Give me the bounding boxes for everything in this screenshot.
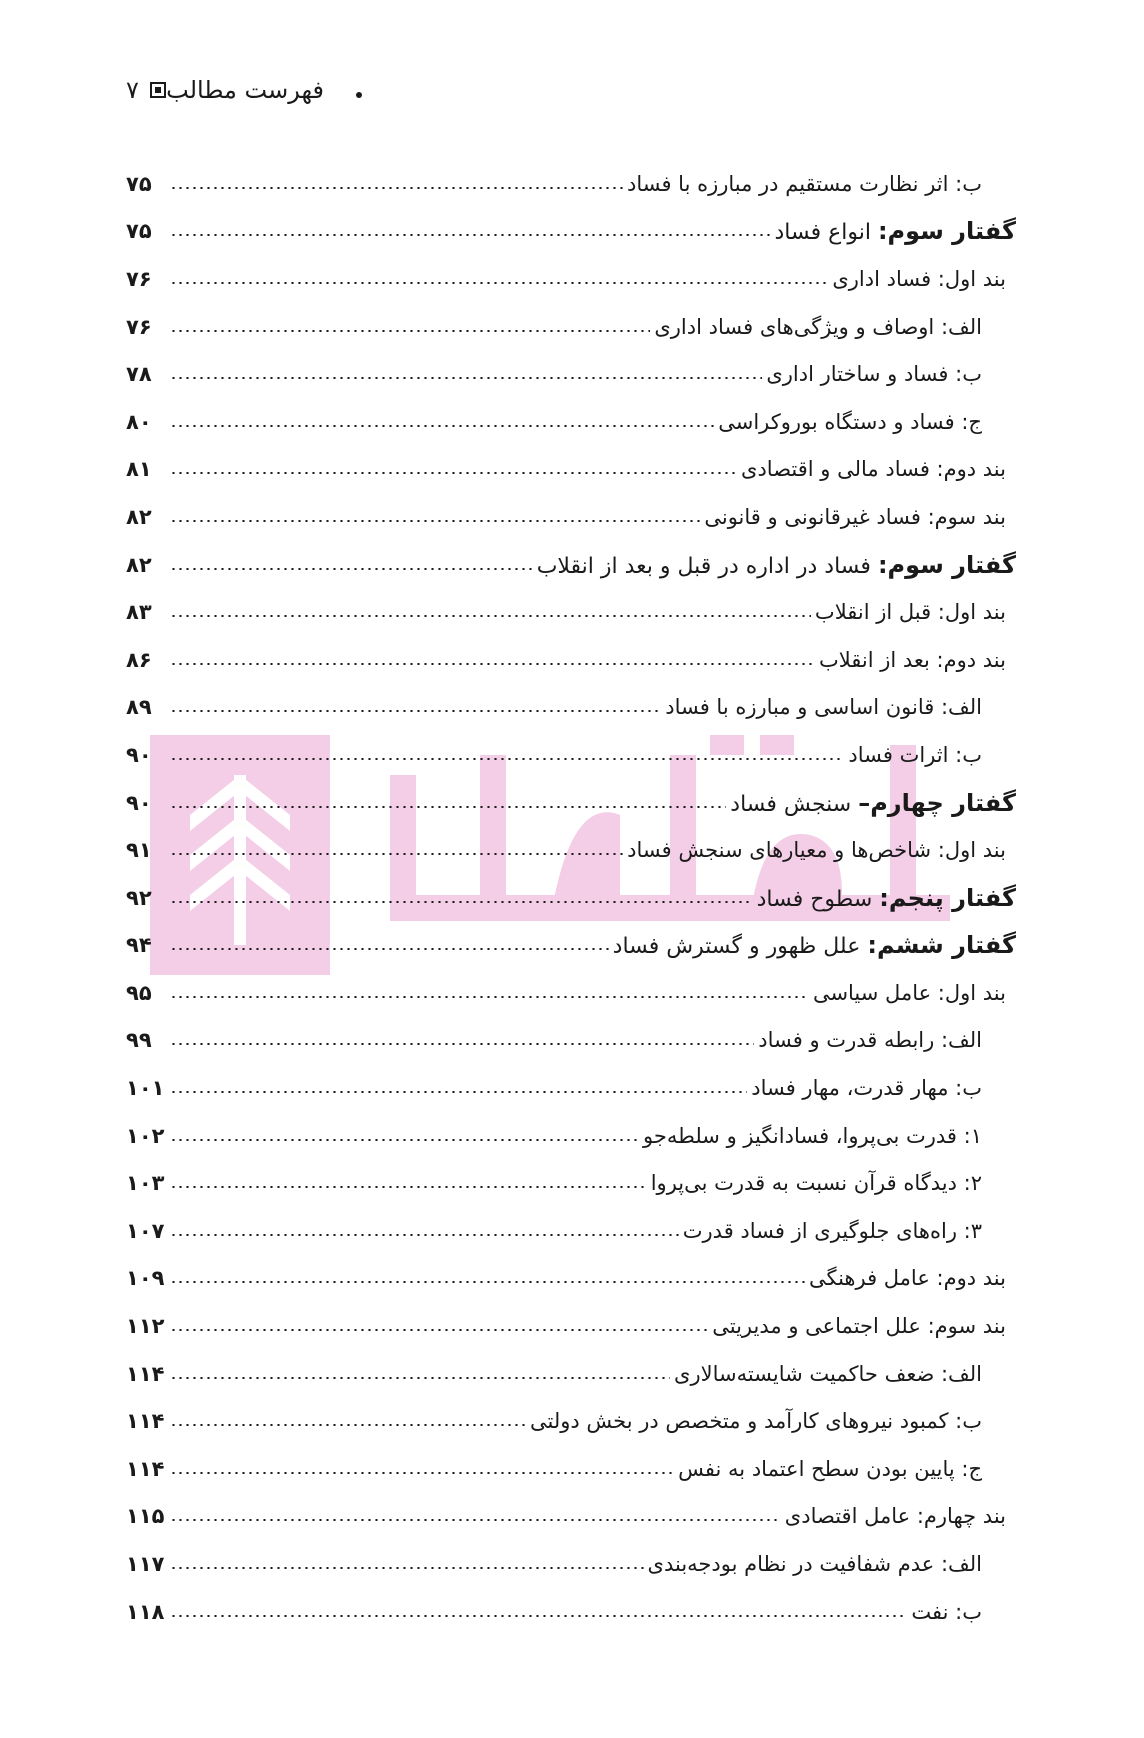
toc-title-text: ب: مهار قدرت، مهار فساد [751, 1076, 982, 1101]
toc-page-number: ۹۱ [126, 838, 152, 863]
dot-leader [170, 425, 714, 427]
toc-title-text: ۳: راه‌های جلوگیری از فساد قدرت [682, 1218, 982, 1243]
toc-title [774, 217, 1016, 245]
dot-leader [170, 758, 844, 760]
toc-title-text: الف: اوصاف و ویژگی‌های فساد اداری [654, 314, 982, 339]
dot-leader [170, 187, 623, 189]
toc-title [704, 505, 1006, 529]
header-title: فهرست مطالب [166, 76, 324, 104]
toc-title [751, 1076, 982, 1100]
toc-entry [126, 779, 1016, 827]
toc-title-text: ج: پایین بودن سطح اعتماد به نفس [678, 1456, 982, 1481]
ink-dot [356, 92, 362, 98]
toc-entry [126, 1350, 1016, 1398]
toc-page-number: ۱۰۲ [126, 1123, 165, 1148]
toc-entry [126, 922, 1016, 970]
toc-page-number: ۷۵ [126, 171, 152, 196]
dot-leader [170, 901, 753, 903]
dot-leader [170, 1234, 679, 1236]
dot-leader [170, 996, 809, 998]
toc-page-number: ۱۱۴ [126, 1456, 165, 1481]
chapter-label: گفتار ششم: [867, 931, 1016, 960]
toc-title [648, 1552, 982, 1576]
toc-title-text: انواع فساد [774, 220, 878, 246]
toc-page-number: ۹۲ [126, 885, 152, 910]
toc-title-text: الف: قانون اساسی و مبارزه با فساد [665, 695, 982, 720]
toc-page-number: ۸۲ [126, 552, 152, 577]
toc-title [911, 1600, 982, 1624]
toc-title [819, 648, 1006, 672]
dot-leader [170, 663, 815, 665]
toc-page-number: ۱۱۴ [126, 1409, 165, 1434]
toc-entry [126, 541, 1016, 589]
header-page-number: ۷ [126, 76, 139, 104]
toc-page-number: ۸۲ [126, 504, 152, 529]
toc-title-text: ب: اثرات فساد [848, 742, 982, 767]
toc-entry [126, 636, 1016, 684]
toc-page-number: ۱۰۱ [126, 1076, 165, 1101]
toc-page-number: ۸۹ [126, 695, 152, 720]
toc-page-number: ۱۱۸ [126, 1599, 165, 1624]
dot-leader [170, 806, 726, 808]
toc-title-text: بند دوم: عامل فرهنگی [808, 1266, 1006, 1291]
dot-leader [170, 1043, 754, 1045]
toc-title [537, 551, 1016, 579]
page-header [0, 72, 1144, 112]
toc-title-text: بند اول: فساد اداری [832, 266, 1006, 291]
toc-entry [126, 160, 1016, 208]
toc-page-number: ۹۰ [126, 742, 152, 767]
dot-leader [170, 472, 737, 474]
toc-entry [126, 398, 1016, 446]
dot-leader [170, 615, 811, 617]
toc-title-text: الف: ضعف حاکمیت شایسته‌سالاری [674, 1361, 982, 1386]
toc-title [815, 600, 1006, 624]
toc-entry [126, 1588, 1016, 1636]
toc-title [654, 315, 982, 339]
toc-title-text: بند سوم: فساد غیرقانونی و قانونی [704, 504, 1006, 529]
toc-title-text: بند اول: عامل سیاسی [812, 980, 1006, 1005]
toc-title-text: ب: کمبود نیروهای کارآمد و متخصص در بخش دولتی [529, 1409, 982, 1434]
toc-title-text: ب: فساد و ساختار اداری [766, 362, 982, 387]
toc-title-text: سنجش فساد [730, 791, 859, 817]
toc-entry [126, 1112, 1016, 1160]
toc-title-text: ۱: قدرت بی‌پروا، فسادانگیز و سلطه‌جو [643, 1123, 982, 1148]
toc-entry [126, 446, 1016, 494]
toc-page-number: ۸۶ [126, 647, 152, 672]
toc-title-text: بند اول: قبل از انقلاب [814, 600, 1006, 625]
toc-page-number: ۱۱۵ [126, 1504, 165, 1529]
toc-entry [126, 731, 1016, 779]
toc-page-number: ۱۱۴ [126, 1361, 165, 1386]
toc-title [848, 743, 982, 767]
toc-page-number: ۱۰۷ [126, 1218, 165, 1243]
toc-entry [126, 826, 1016, 874]
toc-entry [126, 684, 1016, 732]
toc-title-text: علل ظهور و گسترش فساد [612, 934, 868, 960]
toc-page-number: ۹۵ [126, 980, 152, 1005]
dot-leader [170, 710, 661, 712]
toc-title [627, 838, 1006, 862]
dot-leader [170, 1139, 639, 1141]
toc-entry [126, 1397, 1016, 1445]
toc-page-number: ۹۴ [126, 933, 152, 958]
toc-title-text: ب: اثر نظارت مستقیم در مبارزه با فساد [626, 171, 982, 196]
toc-title [766, 362, 982, 386]
toc-page-number: ۱۰۹ [126, 1266, 165, 1291]
toc-page-number: ۱۱۲ [126, 1314, 165, 1339]
toc-title-text: بند سوم: علل اجتماعی و مدیریتی [712, 1314, 1006, 1339]
toc-page-number: ۹۹ [126, 1028, 152, 1053]
chapter-label: گفتار چهارم– [858, 788, 1016, 817]
dot-leader [170, 1472, 674, 1474]
dot-leader [170, 282, 828, 284]
toc-title-text: بند اول: شاخص‌ها و معیارهای سنجش فساد [627, 838, 1006, 863]
dot-leader [170, 568, 533, 570]
toc-title-text: ۲: دیدگاه قرآن نسبت به قدرت بی‌پروا [650, 1171, 982, 1196]
toc-title [683, 1219, 982, 1243]
dot-leader [170, 1186, 647, 1188]
toc-page-number: ۱۱۷ [126, 1552, 165, 1577]
chapter-label: گفتار سوم: [877, 217, 1016, 246]
toc-title-text: ج: فساد و دستگاه بوروکراسی [718, 409, 982, 434]
toc-entry [126, 874, 1016, 922]
toc-page-number: ۱۰۳ [126, 1171, 165, 1196]
toc-title-text: بند دوم: بعد از انقلاب [818, 647, 1006, 672]
dot-leader [170, 1424, 526, 1426]
toc-title-text: الف: رابطه قدرت و فساد [758, 1028, 982, 1053]
toc-title [718, 410, 982, 434]
dot-leader [170, 1377, 670, 1379]
dot-leader [170, 853, 623, 855]
toc-title-text: فساد در اداره در قبل و بعد از انقلاب [536, 553, 878, 579]
toc-entry [126, 1493, 1016, 1541]
toc-title [809, 1266, 1006, 1290]
toc-title [813, 981, 1006, 1005]
toc-title [651, 1171, 982, 1195]
toc-title [678, 1457, 982, 1481]
toc-page-number: ۹۰ [126, 790, 152, 815]
toc-title [757, 884, 1016, 912]
toc-entry [126, 969, 1016, 1017]
toc-page-number: ۸۳ [126, 600, 152, 625]
toc-title-text: سطوح فساد [756, 886, 880, 912]
toc-title [665, 695, 982, 719]
toc-entry [126, 350, 1016, 398]
toc-title [712, 1314, 1006, 1338]
dot-leader [170, 1281, 805, 1283]
toc-entry [126, 1017, 1016, 1065]
chapter-label: گفتار پنجم: [879, 883, 1016, 912]
toc-title-text: بند دوم: فساد مالی و اقتصادی [741, 457, 1006, 482]
dot-leader [170, 234, 770, 236]
toc-page-number: ۸۱ [126, 457, 152, 482]
chapter-label: گفتار سوم: [877, 550, 1016, 579]
toc-title [730, 789, 1016, 817]
toc-entry [126, 303, 1016, 351]
dot-leader [170, 520, 700, 522]
dot-leader [170, 948, 609, 950]
toc-title [627, 172, 982, 196]
toc-entry [126, 1255, 1016, 1303]
toc-entry [126, 493, 1016, 541]
dot-leader [170, 377, 762, 379]
toc-entry [126, 1540, 1016, 1588]
toc-title [832, 267, 1006, 291]
toc-title [741, 457, 1006, 481]
toc-title-text: بند چهارم: عامل اقتصادی [784, 1504, 1006, 1529]
dot-leader [170, 330, 650, 332]
square-bullet-icon [150, 82, 166, 98]
toc-entry [126, 255, 1016, 303]
toc-page-number: ۷۶ [126, 314, 152, 339]
table-of-contents [126, 160, 1016, 1635]
toc-page-number: ۷۸ [126, 362, 152, 387]
toc-title [643, 1124, 982, 1148]
toc-entry [126, 588, 1016, 636]
toc-entry [126, 1445, 1016, 1493]
dot-leader [170, 1329, 708, 1331]
toc-title-text: الف: عدم شفافیت در نظام بودجه‌بندی [647, 1552, 982, 1577]
toc-page-number: ۸۰ [126, 409, 152, 434]
toc-title [758, 1028, 982, 1052]
toc-title [785, 1504, 1006, 1528]
toc-title [674, 1362, 982, 1386]
toc-entry [126, 1064, 1016, 1112]
toc-title [613, 931, 1016, 959]
toc-title [530, 1409, 982, 1433]
dot-leader [170, 1567, 644, 1569]
toc-entry [126, 1207, 1016, 1255]
dot-leader [170, 1615, 907, 1617]
toc-page-number: ۷۵ [126, 219, 152, 244]
toc-title-text: ب: نفت [911, 1599, 982, 1624]
dot-leader [170, 1091, 747, 1093]
toc-entry [126, 208, 1016, 256]
dot-leader [170, 1519, 781, 1521]
toc-page-number: ۷۶ [126, 266, 152, 291]
toc-entry [126, 1302, 1016, 1350]
toc-entry [126, 1159, 1016, 1207]
